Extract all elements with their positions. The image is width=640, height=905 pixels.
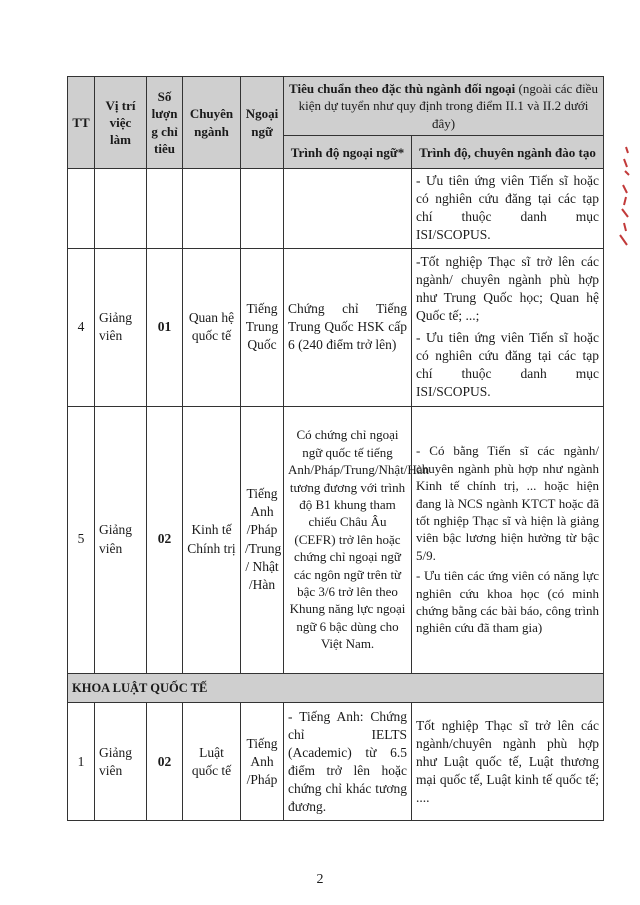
cell-language — [241, 169, 284, 248]
cell-tt — [68, 169, 95, 248]
cell-lang-level: Có chứng chỉ ngoại ngữ quốc tế tiếng Anh/Pháp/Trung/Nhật/Hàn tương đương với trình độ B1 khung tham chiếu Châu Âu (CEFR) trở lên hoặc chứng chỉ ngoại ngữ các ngôn ngữ trên từ bậc 3/6 trở lên theo Khung năng lực ngoại ngữ 6 bậc dùng cho Việt Nam. — [284, 406, 412, 673]
table-row — [68, 169, 604, 248]
training-paragraph: - Có bằng Tiến sĩ các ngành/ chuyên ngành phù hợp như ngành Kinh tế chính trị, ... hoặc hiện đang là NCS ngành KTCT hoặc đã tốt nghiệp Thạc sĩ và hiện là giảng viên bậc lương hiện hưởng từ bậc 5/9. — [416, 443, 599, 563]
cell-lang-level — [284, 169, 412, 248]
table-row — [68, 248, 604, 406]
training-paragraph: - Ưu tiên các ứng viên có năng lực nghiên cứu khoa học (có minh chứng bằng các bài báo, công trình nghiên cứu đã tham gia) — [416, 568, 599, 636]
cell-major: Kinh tế Chính trị — [183, 406, 241, 673]
training-paragraph: - Ưu tiên ứng viên Tiến sĩ hoặc có nghiên cứu đăng tại các tạp chí thuộc danh mục ISI/SCOPUS. — [416, 329, 599, 399]
cell-position — [95, 169, 147, 248]
page-number: 2 — [316, 872, 324, 887]
cell-quota: 01 — [147, 248, 183, 406]
red-stamp-mark — [614, 145, 632, 250]
cell-training — [412, 169, 604, 248]
cell-position: Giảng viên — [95, 703, 147, 821]
table-row — [68, 703, 604, 821]
cell-language: Tiếng Anh /Pháp /Trung / Nhật /Hàn — [241, 406, 284, 673]
cell-training — [412, 703, 604, 821]
cell-major — [183, 169, 241, 248]
cell-position: Giảng viên — [95, 406, 147, 673]
training-paragraph: - Ưu tiên ứng viên Tiến sĩ hoặc có nghiên cứu đăng tại các tạp chí thuộc danh mục ISI/SCOPUS. — [416, 173, 599, 243]
cell-lang-level: - Tiếng Anh: Chứng chỉ IELTS (Academic) từ 6.5 điểm trở lên hoặc chứng chỉ khác tương đương. — [284, 703, 412, 821]
header-lang-level: Trình độ ngoại ngữ* — [284, 136, 412, 169]
table-row — [68, 406, 604, 673]
header-position: Vị trí việc làm — [95, 77, 147, 169]
cell-tt: 1 — [68, 703, 95, 821]
cell-major: Quan hệ quốc tế — [183, 248, 241, 406]
header-language: Ngoại ngữ — [241, 77, 284, 169]
header-criteria-title: Tiêu chuẩn theo đặc thù ngành đối ngoại — [289, 81, 516, 96]
cell-language: Tiếng Trung Quốc — [241, 248, 284, 406]
header-training: Trình độ, chuyên ngành đào tạo — [412, 136, 604, 169]
header-criteria-note: (ngoài các điều kiện dự tuyển như quy định trong điểm II.1 và II.2 dưới đây) — [298, 81, 598, 131]
header-quota: Số lượn g chỉ tiêu — [147, 77, 183, 169]
header-tt: TT — [68, 77, 95, 169]
training-paragraph: Tốt nghiệp Thạc sĩ trở lên các ngành/chuyên ngành phù hợp như Luật quốc tế, Luật thương mại quốc tế, Luật kinh tế quốc tế; .... — [416, 717, 599, 805]
cell-language: Tiếng Anh /Pháp — [241, 703, 284, 821]
cell-training — [412, 248, 604, 406]
cell-training — [412, 406, 604, 673]
recruitment-table — [67, 76, 604, 821]
cell-quota: 02 — [147, 406, 183, 673]
section-title: KHOA LUẬT QUỐC TẾ — [68, 673, 604, 703]
header-criteria — [284, 77, 604, 136]
cell-major: Luật quốc tế — [183, 703, 241, 821]
header-row-1 — [68, 77, 604, 136]
header-major: Chuyên ngành — [183, 77, 241, 169]
cell-tt: 4 — [68, 248, 95, 406]
section-row — [68, 673, 604, 703]
cell-quota — [147, 169, 183, 248]
cell-tt: 5 — [68, 406, 95, 673]
training-paragraph: -Tốt nghiệp Thạc sĩ trở lên các ngành/ chuyên ngành phù hợp như Trung Quốc học; Quan hệ Quốc tế; ...; — [416, 254, 599, 324]
cell-quota: 02 — [147, 703, 183, 821]
cell-position: Giảng viên — [95, 248, 147, 406]
cell-lang-level: Chứng chỉ Tiếng Trung Quốc HSK cấp 6 (240 điểm trở lên) — [284, 248, 412, 406]
